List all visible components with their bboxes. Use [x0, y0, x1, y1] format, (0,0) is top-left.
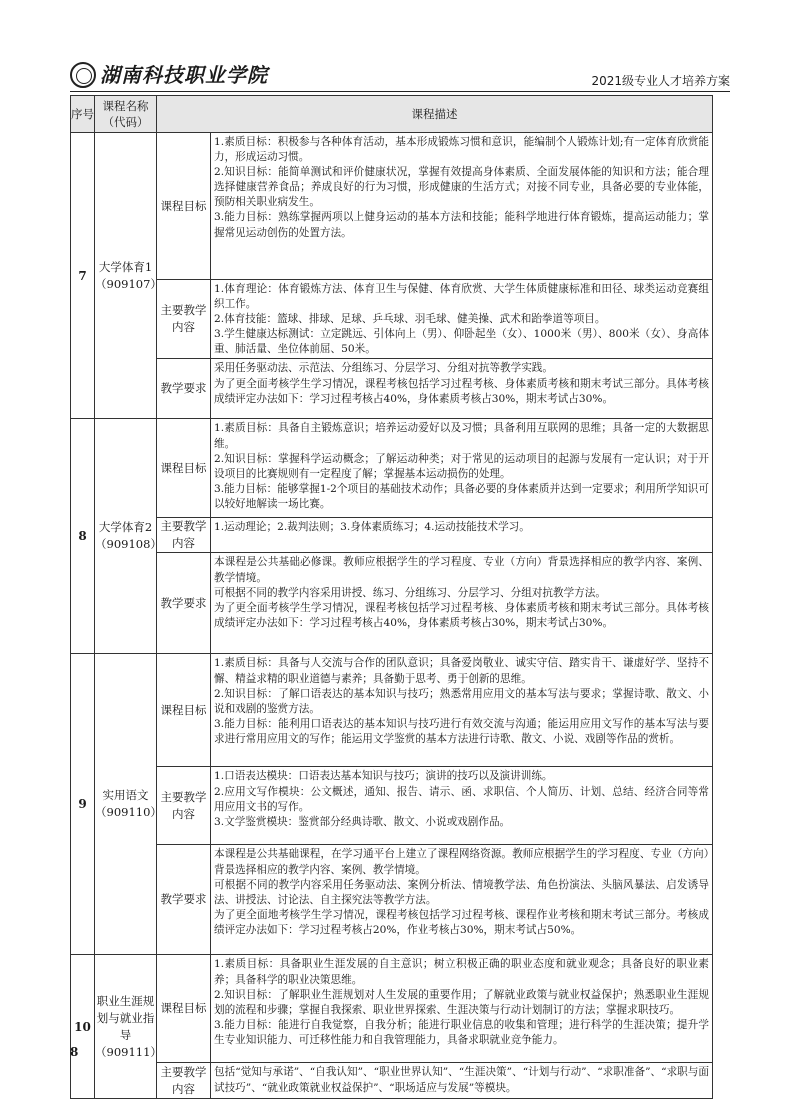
row-number: 8: [71, 419, 95, 654]
table-header-row: [71, 96, 713, 133]
description-paragraph: 3.能力目标：能进行自我觉察，自我分析；能进行职业信息的收集和管理；进行科学的生涯决策；提升学生专业知识能力、可迁移性能力和自我管理能力，具备求职就业竞争能力。: [214, 1018, 709, 1046]
section-label: 课程目标: [157, 654, 211, 767]
table-row: [71, 654, 713, 767]
section-description: [211, 280, 713, 359]
table-row: [71, 133, 713, 280]
description-paragraph: 1.素质目标：具备自主锻炼意识；培养运动爱好以及习惯；具备利用互联网的思维；具备一定的大数据思维。: [214, 422, 709, 450]
college-name: 湖南科技职业学院: [100, 63, 268, 87]
header-desc: 课程描述: [157, 96, 713, 133]
description-paragraph: 2.知识目标：了解口语表达的基本知识与技巧；熟悉常用应用文的基本写法与要求；掌握诗歌、散文、小说和戏剧的鉴赏方法。: [214, 687, 709, 715]
course-table: [70, 95, 713, 1099]
page-header: [70, 64, 730, 90]
table-row: [71, 280, 713, 359]
description-paragraph: 1.素质目标：具备与人交流与合作的团队意识；具备爱岗敬业、诚实守信、踏实肯干、谦虚好学、坚持不懈、精益求精的职业道德与素养；具备勤于思考、勇于创新的思维。: [214, 657, 709, 685]
description-paragraph: 1.运动理论；2.裁判法则；3.身体素质练习；4.运动技能技术学习。: [214, 521, 530, 534]
section-label: 教学要求: [157, 359, 211, 419]
description-paragraph: 1.素质目标：积极参与各种体育活动，基本形成锻炼习惯和意识，能编制个人锻炼计划;有一定体育欣赏能力，形成运动习惯。: [214, 136, 709, 164]
description-paragraph: 3.能力目标：能够掌握1-2个项目的基础技术动作；具备必要的身体素质并达到一定要求；利用所学知识可以较好地解读一场比赛。: [214, 482, 709, 510]
section-description: [211, 419, 713, 518]
description-paragraph: 3.能力目标：熟练掌握两项以上健身运动的基本方法和技能；能科学地进行体育锻炼，提高运动能力；掌握常见运动创伤的处置方法。: [214, 211, 709, 239]
description-paragraph: 采用任务驱动法、示范法、分组练习、分层学习、分组对抗等教学实践。: [214, 362, 553, 375]
description-paragraph: 2.应用文写作模块：公文概述，通知、报告、请示、函、求职信、个人简历、计划、总结、经济合同等常用应用文书的写作。: [214, 785, 709, 813]
section-description: [211, 133, 713, 280]
course-name: 职业生涯规划与就业指导（909111）: [95, 955, 157, 1099]
description-paragraph: 为了更全面考核学生学习情况，课程考核包括学习过程考核、身体素质考核和期末考试三部分。具体考核成绩评定办法如下：学习过程考核占40%，身体素质考核占30%，期末考试占30%。: [214, 601, 709, 629]
document-title: 2021级专业人才培养方案: [591, 74, 730, 88]
section-label: 主要教学内容: [157, 280, 211, 359]
section-label: 课程目标: [157, 955, 211, 1063]
section-description: [211, 1063, 713, 1099]
section-label: 主要教学内容: [157, 518, 211, 553]
description-paragraph: 3.文学鉴赏模块：鉴赏部分经典诗歌、散文、小说或戏剧作品。: [214, 815, 511, 828]
section-description: [211, 955, 713, 1063]
college-seal-icon: [70, 62, 96, 88]
section-description: [211, 553, 713, 654]
page-number: 8: [70, 1045, 79, 1059]
header-course: 课程名称（代码）: [95, 96, 157, 133]
college-logo: [70, 62, 268, 88]
description-paragraph: 2.知识目标：掌握科学运动概念；了解运动种类；对于常见的运动项目的起源与发展有一定认识；对于开设项目的比赛规则有一定程度了解；掌握基本运动损伤的处理。: [214, 452, 709, 480]
section-label: 主要教学内容: [157, 767, 211, 845]
row-number: 7: [71, 133, 95, 419]
course-name: 大学体育1（909107）: [95, 133, 157, 419]
header-no: 序号: [71, 96, 95, 133]
table-row: [71, 419, 713, 518]
description-paragraph: 1.体育理论：体育锻炼方法、体育卫生与保健、体育欣赏、大学生体质健康标准和田径、球类运动竞赛组织工作。: [214, 283, 709, 311]
table-row: [71, 359, 713, 419]
description-paragraph: 2.体育技能：篮球、排球、足球、乒乓球、羽毛球、健美操、武术和跆拳道等项目。: [214, 313, 606, 326]
description-paragraph: 为了更全面地考核学生学习情况，课程考核包括学习过程考核、课程作业考核和期末考试三部分。考核成绩评定办法如下：学习过程考核占20%，作业考核占30%，期末考试占50%。: [214, 908, 709, 936]
table-row: [71, 845, 713, 955]
description-paragraph: 3.能力目标：能利用口语表达的基本知识与技巧进行有效交流与沟通；能运用应用文写作的基本写法与要求进行常用应用文的写作；能运用文学鉴赏的基本方法进行诗歌、散文、小说、戏剧等作品的赏析。: [214, 717, 709, 745]
description-paragraph: 3.学生健康达标测试：立定跳远、引体向上（男）、仰卧起坐（女）、1000米（男）、800米（女）、身高体重、肺活量、坐位体前屈、50米。: [214, 328, 709, 356]
description-paragraph: 可根据不同的教学内容采用讲授、练习、分组练习、分层学习、分组对抗教学方法。: [214, 586, 606, 599]
table-row: [71, 518, 713, 553]
table-row: [71, 553, 713, 654]
row-number: 10: [71, 955, 95, 1099]
row-number: 9: [71, 654, 95, 955]
section-label: 课程目标: [157, 133, 211, 280]
section-label: 主要教学内容: [157, 1063, 211, 1099]
section-label: 教学要求: [157, 845, 211, 955]
table-row: [71, 767, 713, 845]
description-paragraph: 1.素质目标：具备职业生涯发展的自主意识；树立积极正确的职业态度和就业观念；具备良好的职业素养；具备科学的职业决策思维。: [214, 958, 709, 986]
description-paragraph: 1.口语表达模块：口语表达基本知识与技巧；演讲的技巧以及演讲训练。: [214, 770, 553, 783]
description-paragraph: 包括“觉知与承诺”、“自我认知”、“职业世界认知”、“生涯决策”、“计划与行动”、“求职准备”、“求职与面试技巧”、“就业政策就业权益保护”、“职场适应与发展”等模块。: [214, 1066, 709, 1094]
description-paragraph: 2.知识目标：能简单测试和评价健康状况，掌握有效提高身体素质、全面发展体能的知识和方法；能合理选择健康营养食品；养成良好的行为习惯，形成健康的生活方式；对接不同专业，具备必要的专业体能，预防相关职业病发生。: [214, 166, 709, 209]
section-label: 课程目标: [157, 419, 211, 518]
section-description: [211, 654, 713, 767]
section-label: 教学要求: [157, 553, 211, 654]
section-description: [211, 845, 713, 955]
description-paragraph: 为了更全面考核学生学习情况，课程考核包括学习过程考核、身体素质考核和期末考试三部分。具体考核成绩评定办法如下：学习过程考核占40%，身体素质考核占30%，期末考试占30%。: [214, 377, 709, 405]
description-paragraph: 本课程是公共基础必修课。教师应根据学生的学习程度、专业（方向）背景选择相应的教学内容、案例、教学情境。: [214, 556, 709, 584]
header-divider: [70, 91, 730, 92]
description-paragraph: 2.知识目标：了解职业生涯规划对人生发展的重要作用；了解就业政策与就业权益保护；熟悉职业生涯规划的流程和步骤；掌握自我探索、职业世界探索、生涯决策与行动计划制订的方法；掌握求职技巧。: [214, 988, 709, 1016]
table-row: [71, 1063, 713, 1099]
description-paragraph: 可根据不同的教学内容采用任务驱动法、案例分析法、情境教学法、角色扮演法、头脑风暴法、启发诱导法、讲授法、讨论法、自主探究法等教学方法。: [214, 878, 709, 906]
table-row: [71, 955, 713, 1063]
section-description: [211, 359, 713, 419]
course-name: 大学体育2（909108）: [95, 419, 157, 654]
section-description: [211, 518, 713, 553]
course-name: 实用语文（909110）: [95, 654, 157, 955]
section-description: [211, 767, 713, 845]
description-paragraph: 本课程是公共基础课程，在学习通平台上建立了课程网络资源。教师应根据学生的学习程度、专业（方向）背景选择相应的教学内容、案例、教学情境。: [214, 848, 709, 876]
